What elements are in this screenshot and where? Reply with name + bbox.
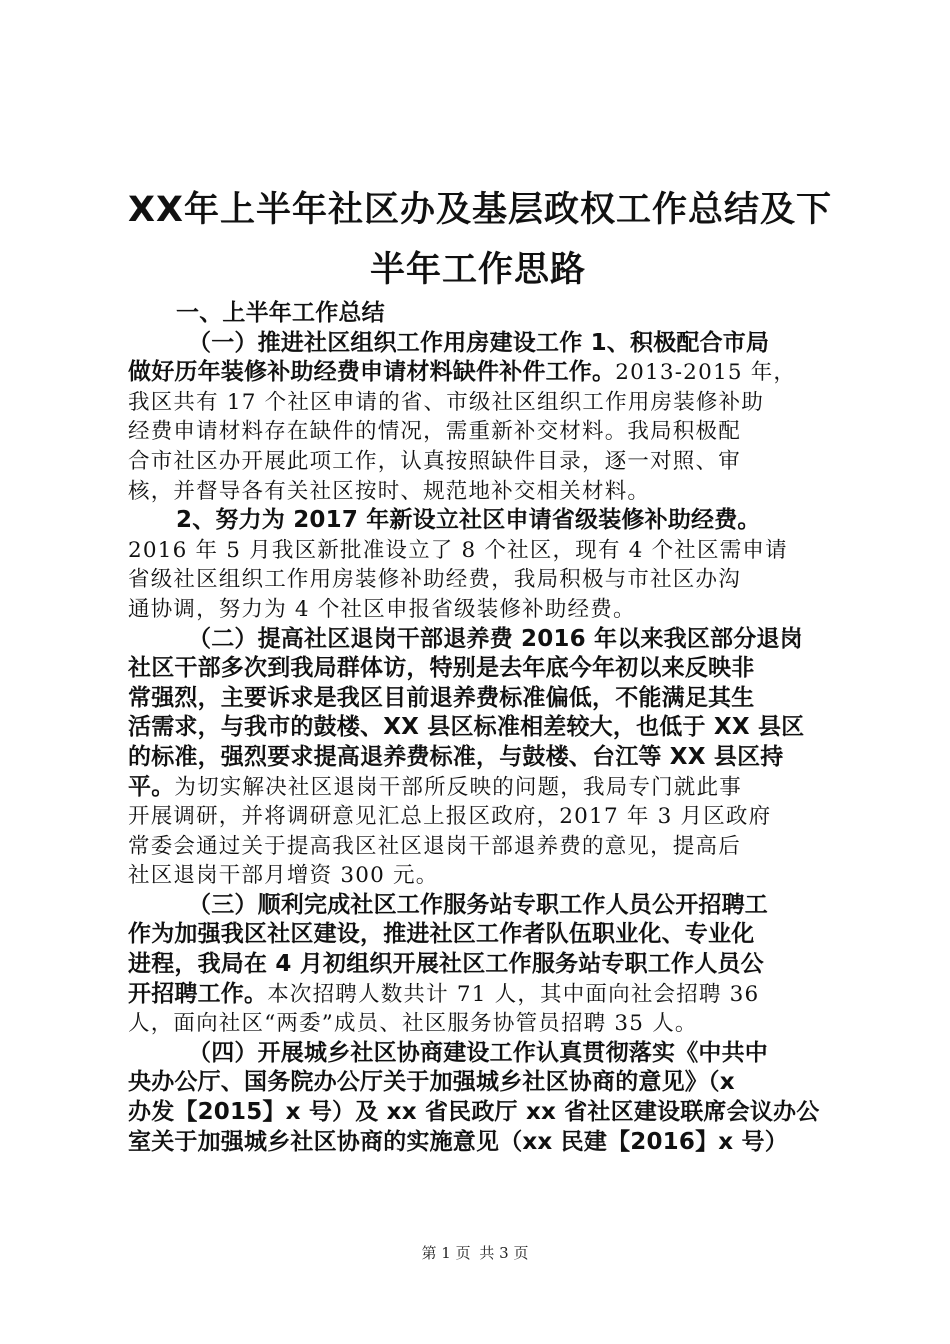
- text-line: [128, 831, 834, 861]
- text-line: [128, 387, 834, 417]
- regular-text: 为切实解决社区退岗干部所反映的问题，我局专门就此事: [174, 774, 742, 800]
- bold-text: 室关于加强城乡社区协商的实施意见（xx 民建【2016】x 号）: [128, 1128, 788, 1155]
- bold-text: 2、努力为 2017 年新设立社区申请省级装修补助经费。: [176, 507, 761, 534]
- regular-text: 合市社区办开展此项工作，认真按照缺件目录，逐一对照、审: [128, 448, 741, 474]
- text-line: [128, 1097, 834, 1127]
- regular-text: 经费申请材料存在缺件的情况，需重新补交材料。我局积极配: [128, 419, 741, 445]
- text-line: [128, 446, 834, 476]
- regular-text: 我区共有 17 个社区申请的省、市级社区组织工作用房装修补助: [128, 389, 765, 415]
- regular-text: 开展调研，并将调研意见汇总上报区政府，2017 年 3 月区政府: [128, 804, 772, 830]
- bold-text: 一、上半年工作总结: [176, 300, 385, 326]
- bold-text: 开招聘工作。: [128, 980, 268, 1007]
- regular-text: 2016 年 5 月我区新批准设立了 8 个社区，现有 4 个社区需申请: [128, 537, 788, 563]
- document-body: [128, 298, 834, 1156]
- regular-text: 人，面向社区“两委”成员、社区服务协管员招聘 35 人。: [128, 1011, 698, 1037]
- regular-text: 本次招聘人数共计 71 人，其中面向社会招聘 36: [267, 981, 760, 1007]
- text-line: [128, 653, 834, 683]
- text-line: [128, 1127, 834, 1157]
- text-line: [128, 1067, 834, 1097]
- text-line: [128, 416, 834, 446]
- bold-text: 平。: [128, 773, 175, 800]
- regular-text: 常委会通过关于提高我区社区退岗干部退养费的意见，提高后: [128, 833, 741, 859]
- text-line: [128, 1008, 834, 1038]
- bold-text: 活需求，与我市的鼓楼、XX 县区标准相差较大，也低于 XX 县区: [128, 714, 805, 741]
- bold-text: （四）开展城乡社区协商建设工作认真贯彻落实《中共中: [188, 1039, 768, 1066]
- text-line: [128, 535, 834, 565]
- page-footer: [0, 1242, 950, 1263]
- bold-text: 进程，我局在 4 月初组织开展社区工作服务站专职工作人员公: [128, 951, 764, 978]
- text-line: [128, 357, 834, 387]
- regular-text: 核，并督导各有关社区按时、规范地补交相关材料。: [128, 478, 651, 504]
- text-line: [128, 772, 834, 802]
- text-line: [128, 860, 834, 890]
- bold-text: （三）顺利完成社区工作服务站专职工作人员公开招聘工: [188, 891, 768, 918]
- text-line: [128, 949, 834, 979]
- regular-text: 通协调，努力为 4 个社区申报省级装修补助经费。: [128, 596, 636, 622]
- bold-text: 的标准，强烈要求提高退养费标准，与鼓楼、台江等 XX 县区持: [128, 743, 784, 770]
- page-total: 共 3 页: [479, 1244, 529, 1262]
- text-line: [128, 890, 834, 920]
- text-line: [128, 801, 834, 831]
- document-title-line1: XX年上半年社区办及基层政权工作总结及下: [128, 190, 832, 230]
- text-line: [128, 979, 834, 1009]
- bold-text: 央办公厅、国务院办公厅关于加强城乡社区协商的意见》（x: [128, 1069, 735, 1096]
- document-title-line2: 半年工作思路: [369, 250, 586, 290]
- regular-text: 社区退岗干部月增资 300 元。: [128, 863, 439, 889]
- text-line: [128, 505, 834, 535]
- text-line: [128, 594, 834, 624]
- bold-text: 社区干部多次到我局群体访，特别是去年底今年初以来反映非: [128, 655, 755, 682]
- text-line: [128, 564, 834, 594]
- text-line: [128, 298, 834, 328]
- text-line: [128, 742, 834, 772]
- bold-text: （一）推进社区组织工作用房建设工作 1、积极配合市局: [188, 329, 770, 356]
- text-line: [128, 919, 834, 949]
- text-line: [128, 624, 834, 654]
- bold-text: 办发【2015】x 号）及 xx 省民政厅 xx 省社区建设联席会议办公: [128, 1099, 820, 1126]
- regular-text: 2013-2015 年，: [615, 360, 797, 386]
- text-line: [128, 1038, 834, 1068]
- text-line: [128, 712, 834, 742]
- text-line: [128, 683, 834, 713]
- bold-text: 做好历年装修补助经费申请材料缺件补件工作。: [128, 359, 616, 386]
- bold-text: 常强烈，主要诉求是我区目前退养费标准偏低，不能满足其生: [128, 684, 755, 711]
- text-line: [128, 328, 834, 358]
- text-line: [128, 476, 834, 506]
- bold-text: 作为加强我区社区建设，推进社区工作者队伍职业化、专业化: [128, 921, 755, 948]
- regular-text: 省级社区组织工作用房装修补助经费，我局积极与市社区办沟: [128, 567, 741, 593]
- bold-text: （二）提高社区退岗干部退养费 2016 年以来我区部分退岗: [188, 625, 803, 652]
- page-number: 第 1 页: [421, 1244, 471, 1262]
